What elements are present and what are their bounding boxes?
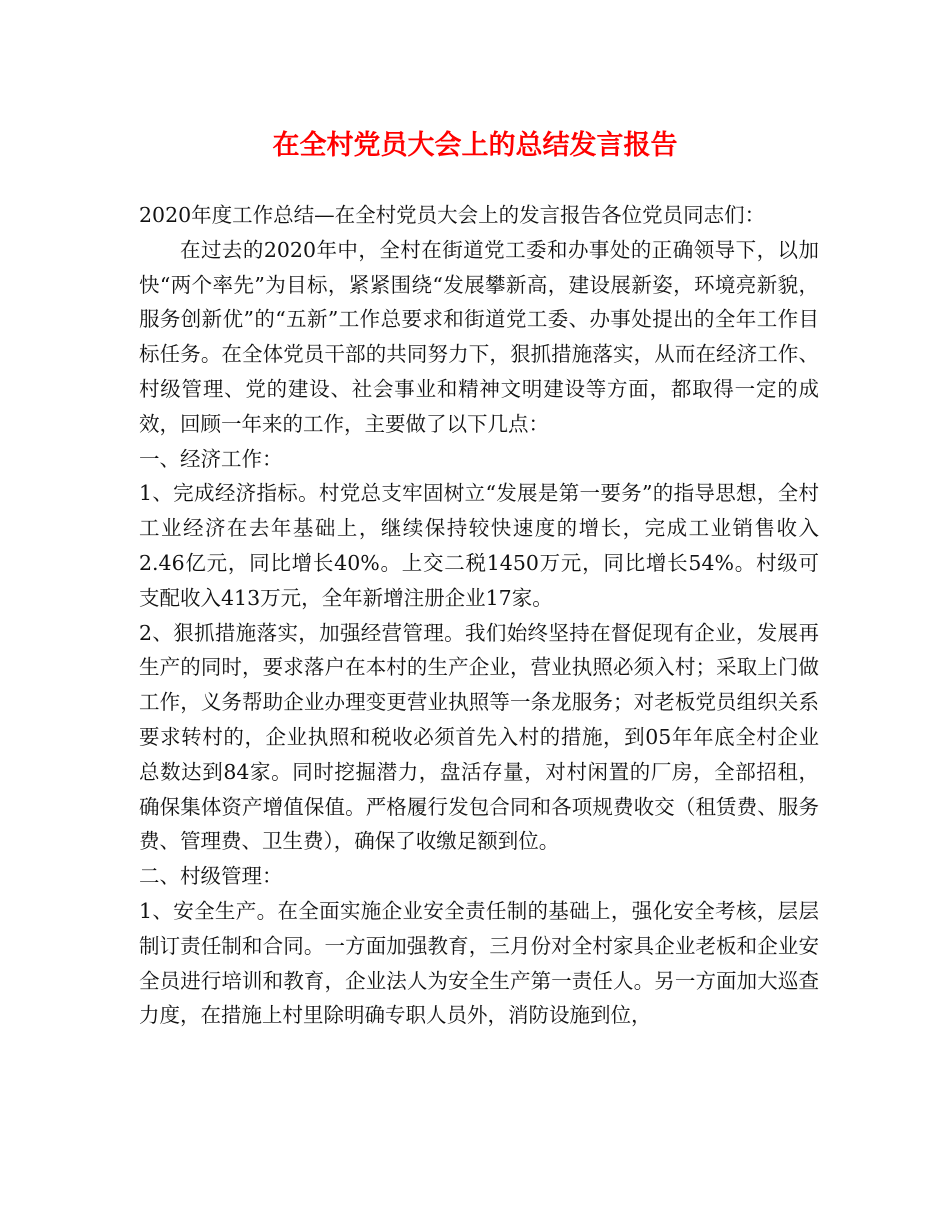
document-title: 在全村党员大会上的总结发言报告 — [272, 130, 678, 161]
section-heading-economic-work: 一、经济工作： — [139, 446, 283, 471]
document-body — [139, 198, 819, 1033]
section-heading-village-management: 二、村级管理： — [139, 864, 283, 889]
paragraph-safety-production: 1、安全生产。在全面实施企业安全责任制的基础上，强化安全考核，层层制订责任制和合同。一方面加强教育，三月份对全村家具企业老板和企业安全员进行培训和教育，企业法人为安全生产第一责任人。另一方面加大巡查力度，在措施上村里除明确专职人员外，消防设施到位， — [139, 898, 819, 1028]
paragraph-business-management: 2、狠抓措施落实，加强经营管理。我们始终坚持在督促现有企业，发展再生产的同时，要求落户在本村的生产企业，营业执照必须入村；采取上门做工作，义务帮助企业办理变更营业执照等一条龙服务；对老板党员组织关系要求转村的，企业执照和税收必须首先入村的措施，到05年年底全村企业总数达到84家。同时挖掘潜力，盘活存量，对村闲置的厂房，全部招租，确保集体资产增值保值。严格履行发包合同和各项规费收交（租赁费、服务费、管理费、卫生费），确保了收缴足额到位。 — [139, 620, 819, 854]
paragraph-greeting: 2020年度工作总结—在全村党员大会上的发言报告各位党员同志们： — [139, 203, 766, 227]
paragraph-intro: 在过去的2020年中，全村在街道党工委和办事处的正确领导下，以加快“两个率先”为目标，紧紧围绕“发展攀新高，建设展新姿，环境亮新貌，服务创新优”的“五新”工作总要求和街道党工委、办事处提出的全年工作目标任务。在全体党员干部的共同努力下，狠抓措施落实，从而在经济工作、村级管理、党的建设、社会事业和精神文明建设等方面，都取得一定的成效，回顾一年来的工作，主要做了以下几点： — [139, 237, 819, 436]
paragraph-economic-targets: 1、完成经济指标。村党总支牢固树立“发展是第一要务”的指导思想，全村工业经济在去年基础上，继续保持较快速度的增长，完成工业销售收入2.46亿元，同比增长40%。上交二税1450万元，同比增长54%。村级可支配收入413万元，全年新增注册企业17家。 — [139, 481, 819, 610]
